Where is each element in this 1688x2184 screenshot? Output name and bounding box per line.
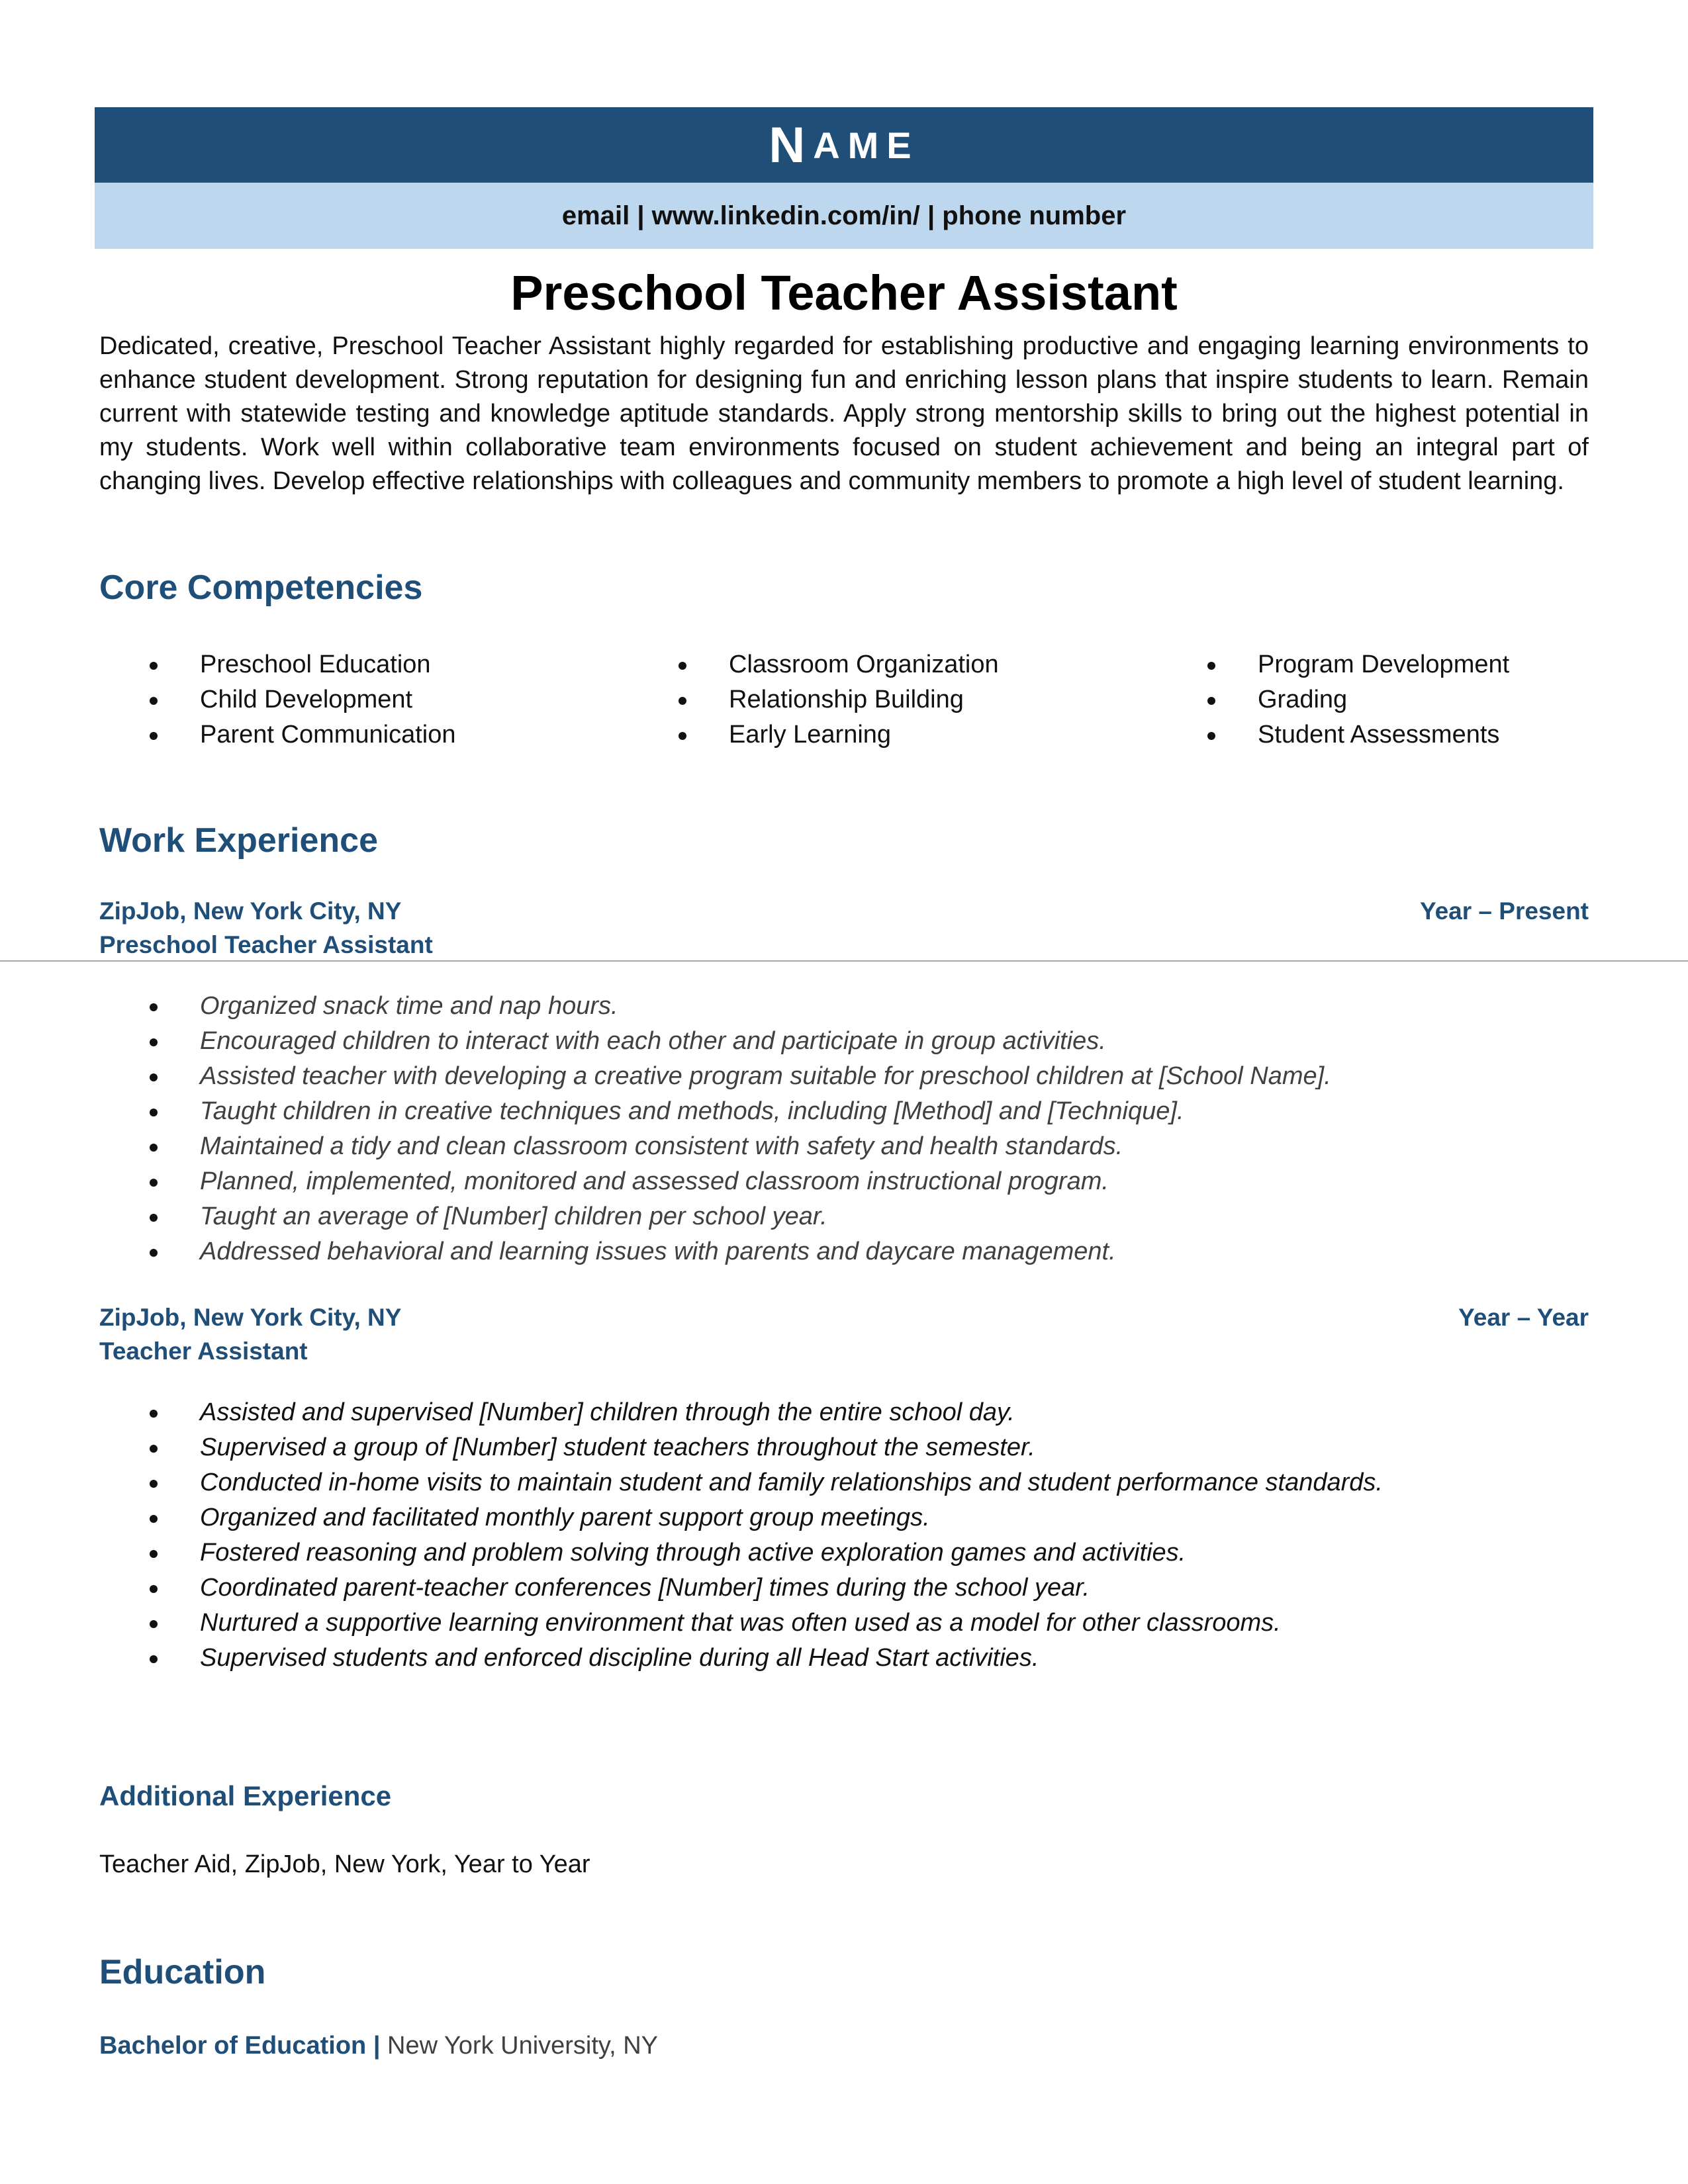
name-initial: N: [769, 116, 814, 173]
job-2-bullets: [150, 1395, 1383, 1676]
additional-experience-heading: Additional Experience: [99, 1780, 392, 1811]
competency-item: Relationship Building: [679, 682, 999, 717]
divider-line: [0, 960, 1688, 962]
work-experience-heading: Work Experience: [99, 821, 379, 860]
education-degree: Bachelor of Education |: [99, 2032, 381, 2060]
job-bullet: Assisted and supervised [Number] children through the entire school day.: [150, 1395, 1383, 1430]
name-rest: AME: [813, 124, 919, 166]
competency-item: Child Development: [150, 682, 456, 717]
job-1-role: Preschool Teacher Assistant: [99, 931, 433, 958]
job-bullet: Coordinated parent-teacher conferences [Number] times during the school year.: [150, 1570, 1383, 1606]
job-2-company-line: [99, 1304, 1589, 1332]
competency-item: Program Development: [1207, 647, 1509, 682]
name-banner: [95, 107, 1593, 183]
job-2-role: Teacher Assistant: [99, 1338, 308, 1365]
contact-banner: email | www.linkedin.com/in/ | phone number: [95, 183, 1593, 249]
competency-item: Classroom Organization: [679, 647, 999, 682]
job-bullet: Supervised students and enforced discipline during all Head Start activities.: [150, 1641, 1383, 1676]
job-bullet: Maintained a tidy and clean classroom consistent with safety and health standards.: [150, 1129, 1331, 1164]
job-bullet: Organized and facilitated monthly parent support group meetings.: [150, 1500, 1383, 1535]
education-school: New York University, NY: [387, 2032, 659, 2060]
job-bullet: Encouraged children to interact with each other and participate in group activities.: [150, 1024, 1331, 1059]
additional-experience-text: Teacher Aid, ZipJob, New York, Year to Year: [99, 1850, 590, 1878]
job-bullet: Taught an average of [Number] children per school year.: [150, 1199, 1331, 1234]
job-1-company-line: [99, 897, 1589, 925]
job-bullet: Assisted teacher with developing a creative program suitable for preschool children at [School Name].: [150, 1059, 1331, 1094]
core-competencies-heading: Core Competencies: [99, 569, 423, 607]
resume-title: Preschool Teacher Assistant: [510, 265, 1178, 320]
job-2-company: ZipJob, New York City, NY: [99, 1304, 402, 1331]
job-bullet: Conducted in-home visits to maintain student and family relationships and student performance standards.: [150, 1465, 1383, 1500]
job-bullet: Taught children in creative techniques and methods, including [Method] and [Technique].: [150, 1094, 1331, 1129]
job-1-company: ZipJob, New York City, NY: [99, 897, 402, 925]
job-bullet: Addressed behavioral and learning issues with parents and daycare management.: [150, 1234, 1331, 1269]
summary-paragraph: Dedicated, creative, Preschool Teacher Assistant highly regarded for establishing productive and engaging learning environments to enhance student development. Strong reputation for designing fun and enriching lesson plans that inspire students to learn. Remain current with statewide testing and knowledge aptitude standards. Apply strong mentorship skills to bring out the highest potential in my students. Work well within collaborative team environments focused on student achievement and being an integral part of changing lives. Develop effective relationships with colleagues and community members to promote a high level of student learning.: [99, 332, 1589, 495]
competency-column-1: [150, 647, 456, 752]
job-bullet: Planned, implemented, monitored and assessed classroom instructional program.: [150, 1164, 1331, 1199]
competency-item: Student Assessments: [1207, 717, 1509, 752]
competency-column-3: [1207, 647, 1509, 752]
job-bullet: Fostered reasoning and problem solving through active exploration games and activities.: [150, 1535, 1383, 1570]
job-bullet: Organized snack time and nap hours.: [150, 989, 1331, 1024]
job-1-dates: Year – Present: [1419, 897, 1589, 925]
competency-item: Early Learning: [679, 717, 999, 752]
education-heading: Education: [99, 1953, 266, 1991]
education-entry: [99, 2032, 658, 2060]
competency-item: Preschool Education: [150, 647, 456, 682]
competency-item: Parent Communication: [150, 717, 456, 752]
job-bullet: Nurtured a supportive learning environment that was often used as a model for other classrooms.: [150, 1606, 1383, 1641]
competency-column-2: [679, 647, 999, 752]
job-2-dates: Year – Year: [1458, 1304, 1589, 1331]
competency-item: Grading: [1207, 682, 1509, 717]
job-1-bullets: [150, 989, 1331, 1269]
job-bullet: Supervised a group of [Number] student teachers throughout the semester.: [150, 1430, 1383, 1465]
